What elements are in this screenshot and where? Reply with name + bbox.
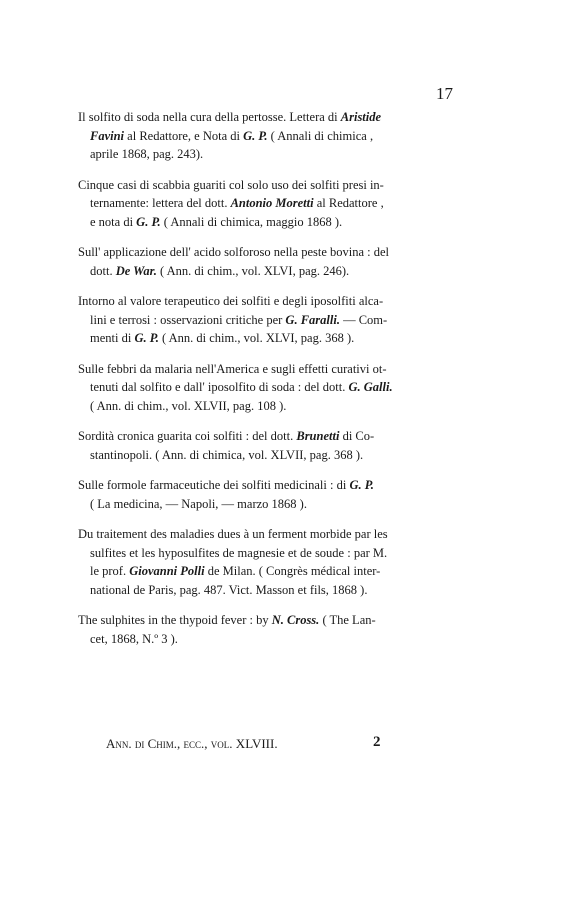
entry-text: de Milan. ( Congrès médical inter- [204,564,381,578]
entry-line [78,495,458,514]
bibliography-entry [78,611,458,648]
author-name: G. Galli. [348,380,393,394]
author-name: G. Faralli. [285,312,340,327]
entry-text: al Redattore , [313,196,384,210]
bibliography-entry [78,292,458,348]
author-name: Favini [90,128,125,143]
entry-line [78,213,458,232]
entry-line [78,476,458,495]
entry-text: ( Annali di chimica , [267,128,374,143]
bibliography-entry [78,427,458,464]
signature-mark: 2 [373,734,381,750]
author-name: N. Cross. [271,613,320,627]
author-name: G. P. [136,214,161,229]
entry-line [78,329,458,348]
entry-text: ( The Lan- [319,613,376,627]
entry-text: cet, 1868, N.º 3 ). [90,631,178,646]
author-name: Giovanni Polli [129,564,205,578]
entry-text: Sulle formole farmaceutiche dei solfiti medicinali : di [78,478,350,492]
entry-text: al Redattore, e Nota di [124,128,244,143]
entry-text: ternamente: lettera del dott. [90,196,231,210]
entry-text: Cinque casi di scabbia guariti col solo uso dei solfiti presi in- [78,177,384,192]
entry-text: ( Ann. di chim., vol. XLVII, pag. 108 ). [90,398,287,413]
author-name: Antonio Moretti [230,196,314,210]
entry-line [78,427,458,446]
entry-text: Intorno al valore terapeutico dei solfiti e degli iposolfiti alca- [78,294,384,308]
entry-text: le prof. [90,564,130,578]
entry-line [78,243,458,262]
entry-text: menti di [90,331,135,345]
author-name: Brunetti [296,429,340,443]
bibliography-entry [78,525,458,599]
entry-text: ( Annali di chimica, maggio 1868 ). [160,214,343,229]
entry-text: The sulphites in the thypoid fever : by [78,613,272,627]
bibliography-list [78,108,458,660]
bibliography-entry [78,243,458,280]
entry-text: lini e terrosi : osservazioni critiche per [90,312,286,327]
entry-line [78,311,458,330]
entry-text: aprile 1868, pag. 243). [90,147,204,161]
entry-text: Du traitement des maladies dues à un ferment morbide par les [78,527,388,541]
entry-line [78,262,458,281]
page-footer [106,736,396,752]
running-title: Ann. di Chim., ecc., vol. XLVIII. [106,736,278,751]
entry-text: Il solfito di soda nella cura della pertosse. Lettera di [78,110,341,124]
author-name: G. P. [349,478,374,492]
bibliography-entry [78,476,458,513]
entry-line [78,562,458,581]
entry-text: sulfites et les hyposulfites de magnesie et de soude : par M. [90,545,388,560]
author-name: Aristide [340,110,382,124]
entry-line [78,360,458,379]
page-number: 17 [436,84,453,103]
entry-line [78,397,458,416]
entry-line [78,446,458,465]
entry-line [78,194,458,213]
entry-text: ( Ann. di chim., vol. XLVI, pag. 368 ). [158,331,355,345]
entry-line [78,127,458,146]
author-name: G. P. [243,128,268,143]
bibliography-entry [78,176,458,232]
entry-line [78,544,458,563]
entry-text: tenuti dal solfito e dall' iposolfito di soda : del dott. [90,380,349,394]
entry-text: Sordità cronica guarita coi solfiti : del dott. [78,429,297,443]
entry-line [78,611,458,630]
entry-text: ( Ann. di chim., vol. XLVI, pag. 246). [156,263,350,278]
entry-text: Sulle febbri da malaria nell'America e sugli effetti curativi ot- [78,361,387,376]
entry-text: national de Paris, pag. 487. Vict. Masson et fils, 1868 ). [90,582,368,597]
entry-line [78,108,458,127]
entry-text: Sull' applicazione dell' acido solforoso nella peste bovina : del [78,245,390,259]
bibliography-entry [78,108,458,164]
entry-text: — Com- [339,312,388,327]
author-name: De War. [115,263,157,278]
entry-line [78,378,458,397]
entry-text: e nota di [90,214,137,229]
entry-line [78,145,458,164]
entry-text: di Co- [339,429,375,443]
entry-line [78,176,458,195]
entry-text: ( La medicina, — Napoli, — marzo 1868 ). [90,496,307,511]
author-name: G. P. [134,331,159,345]
entry-line [78,525,458,544]
entry-line [78,581,458,600]
entry-text: stantinopoli. ( Ann. di chimica, vol. XLVII, pag. 368 ). [90,447,364,462]
bibliography-entry [78,360,458,416]
entry-line [78,292,458,311]
entry-line [78,630,458,649]
entry-text: dott. [90,263,116,278]
